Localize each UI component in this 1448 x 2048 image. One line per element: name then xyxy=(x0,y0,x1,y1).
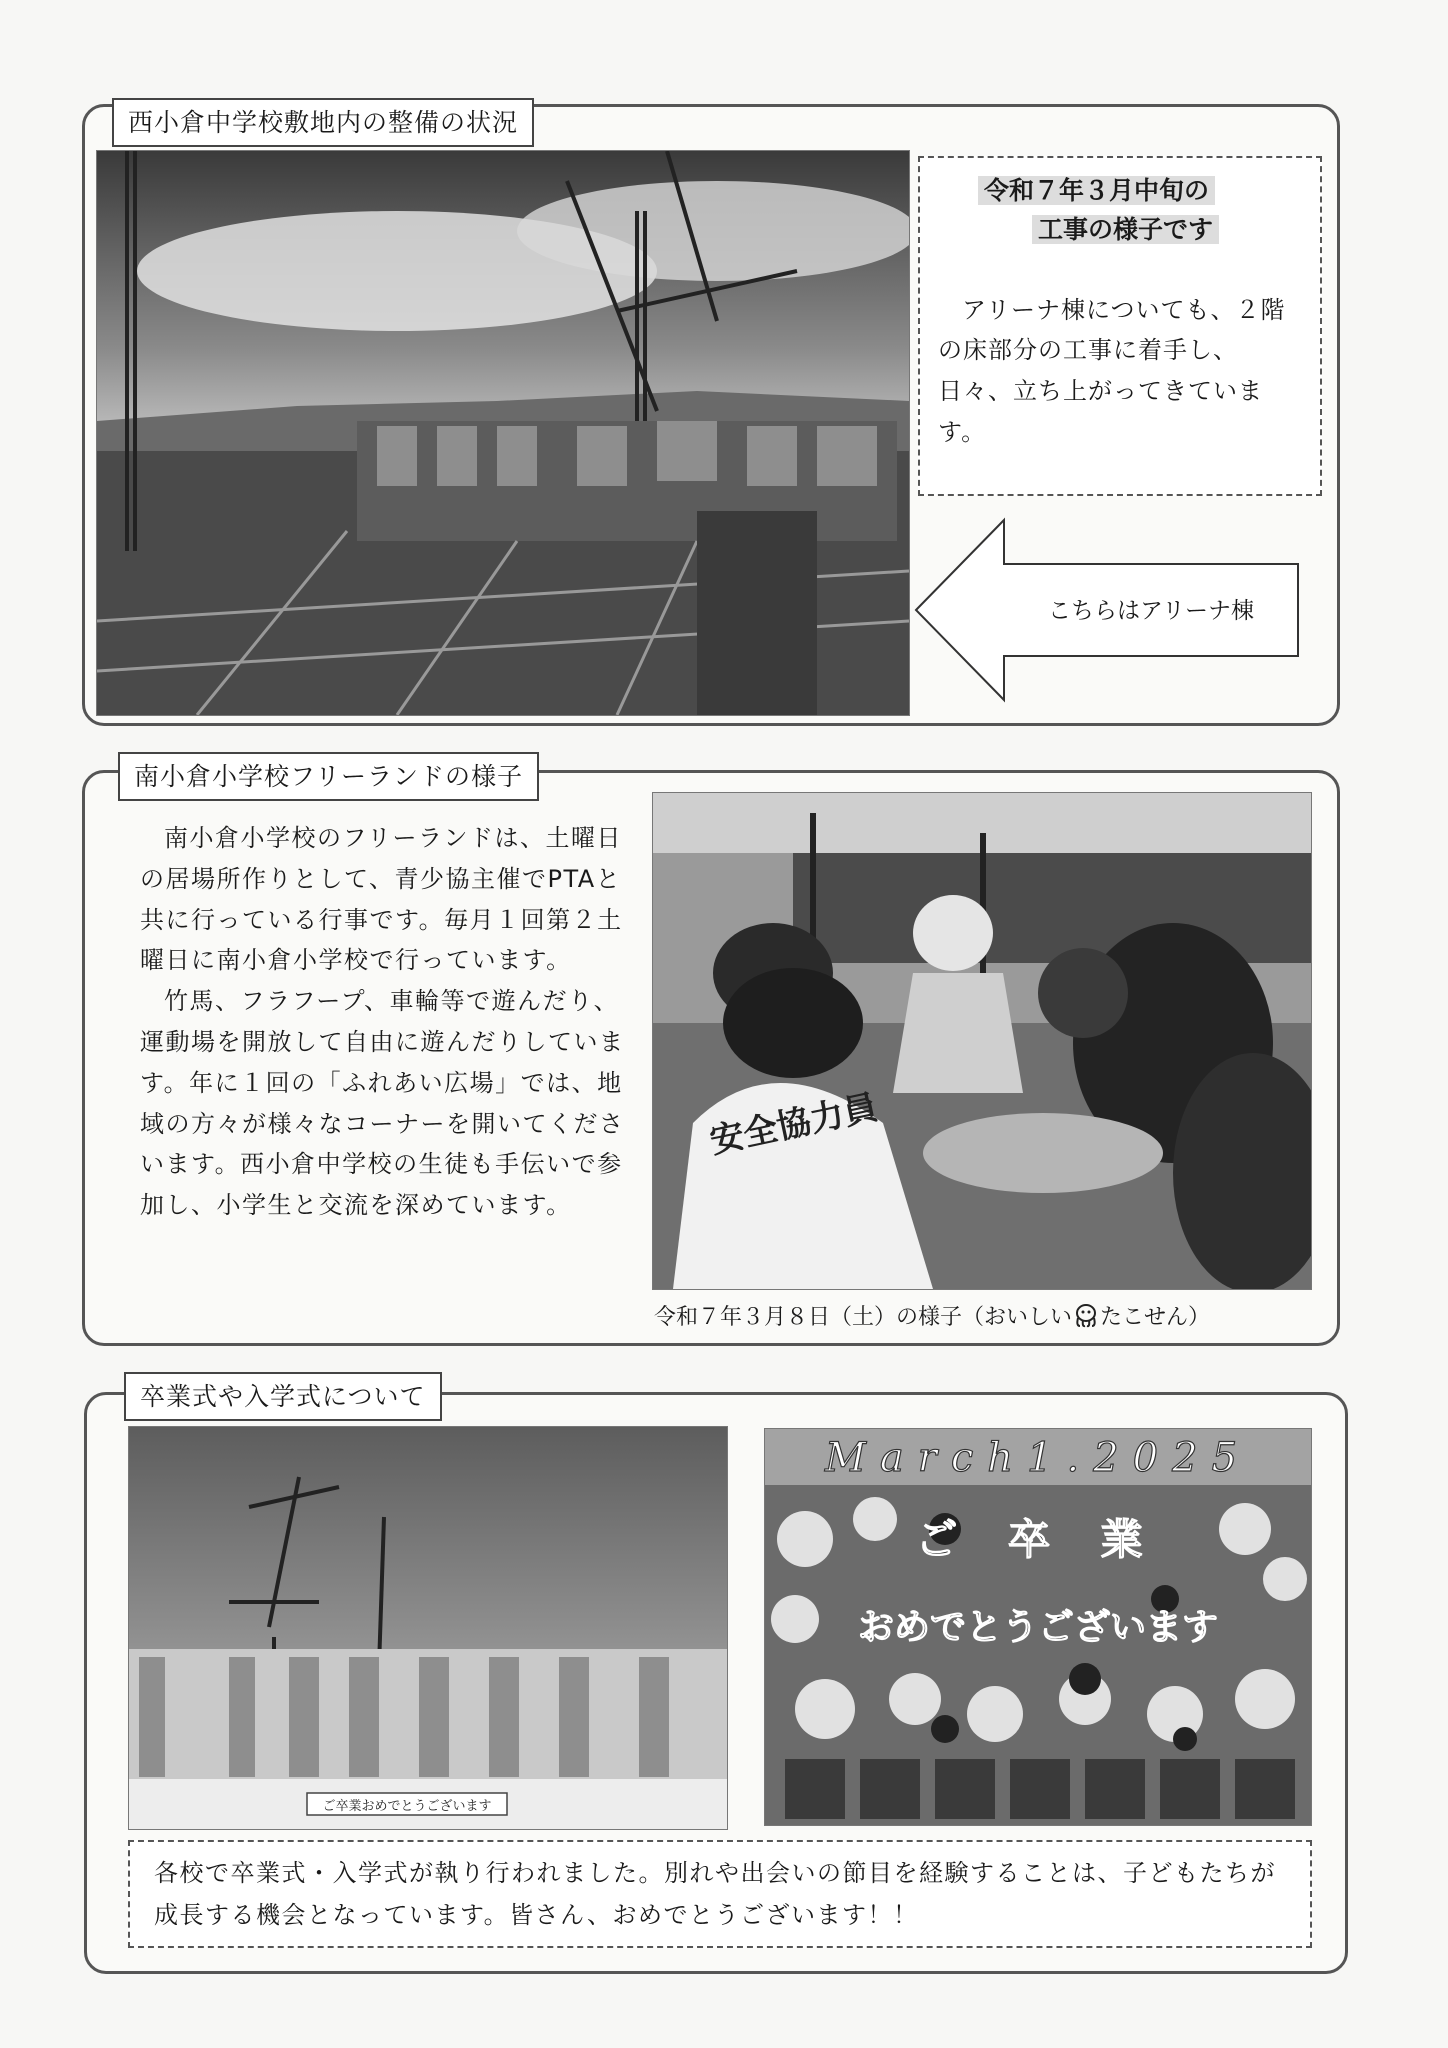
caption-text-after: たこせん） xyxy=(1100,1305,1211,1330)
graduation-board-photo xyxy=(764,1428,1312,1826)
construction-callout xyxy=(918,156,1322,496)
callout-heading-line1: 令和７年３月中旬の xyxy=(978,176,1215,205)
caption-text-before: 令和７年３月８日（土）の様子（おいしい xyxy=(654,1305,1073,1330)
construction-section-title: 西小倉中学校敷地内の整備の状況 xyxy=(112,98,534,147)
freeland-event-photo xyxy=(652,792,1312,1290)
ceremony-note: 各校で卒業式・入学式が執り行われました。別れや出会いの節目を経験することは、子どもたちが成長する機会となっています。皆さん、おめでとうございます！！ xyxy=(128,1840,1312,1948)
octopus-icon xyxy=(1072,1304,1100,1328)
board-line-1: ご 卒 業 xyxy=(915,1515,1161,1564)
construction-banner-text: ご卒業おめでとうございます xyxy=(322,1799,492,1814)
freeland-article xyxy=(140,818,634,1226)
ceremony-section-title: 卒業式や入学式について xyxy=(124,1372,442,1421)
freeland-photo-caption xyxy=(654,1300,1210,1331)
ceremony-construction-photo xyxy=(128,1426,728,1830)
freeland-section-title: 南小倉小学校フリーランドの様子 xyxy=(118,752,539,801)
arrow-label: こちらはアリーナ棟 xyxy=(1047,598,1255,624)
callout-body: アリーナ棟についても、２階の床部分の工事に着手し、日々、立ち上がってきています。 xyxy=(938,295,1286,446)
arrow-callout xyxy=(912,516,1302,704)
vest-label: 安全協力員 xyxy=(706,1087,882,1162)
board-date-text: March1.2025 xyxy=(824,1435,1252,1481)
construction-site-photo xyxy=(96,150,910,716)
freeland-paragraph-1: 南小倉小学校のフリーランドは、土曜日の居場所作りとして、青少協主催でPTAと共に行っている行事です。毎月１回第２土曜日に南小倉小学校で行っています。 xyxy=(140,824,623,975)
callout-heading-line2: 工事の様子です xyxy=(1032,215,1219,244)
freeland-paragraph-2: 竹馬、フラフープ、車輪等で遊んだり、運動場を開放して自由に遊んだりしています。年に１回の「ふれあい広場」では、地域の方々が様々なコーナーを開いてくださいます。西小倉中学校の生徒も手伝いで参加し、小学生と交流を深めています。 xyxy=(140,987,625,1220)
board-line-2: おめでとうございます xyxy=(857,1607,1219,1648)
